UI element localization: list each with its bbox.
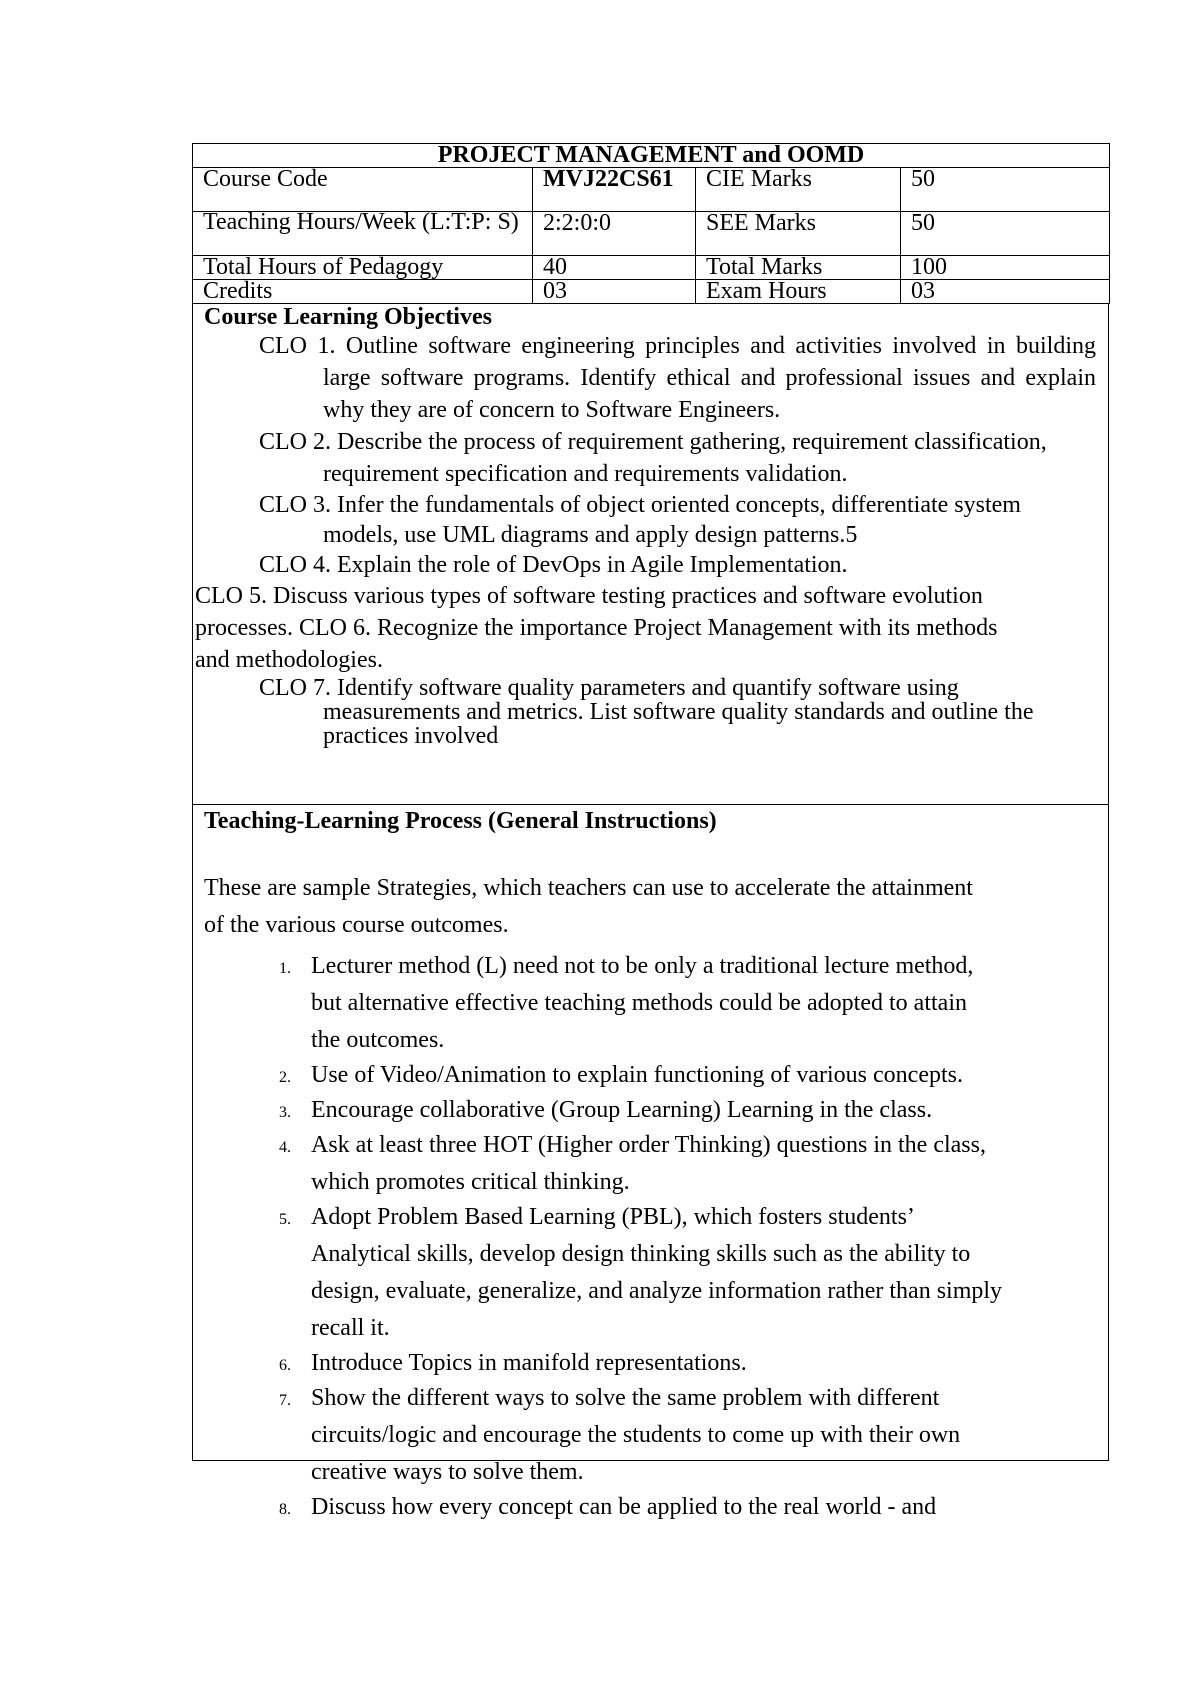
course-title-row — [193, 144, 1110, 168]
teaching-hours-value: 2:2:0:0 — [533, 212, 696, 256]
list-item — [204, 1199, 1094, 1347]
list-item-text: Introduce Topics in manifold representations. — [311, 1350, 747, 1376]
cie-marks-value: 50 — [901, 168, 1110, 212]
list-item-text: Show the different ways to solve the same problem with different circuits/logic and encourage the students to come up with their own creative ways to solve them. — [311, 1385, 961, 1485]
teaching-steps — [204, 948, 1094, 1526]
list-item-number: 5. — [279, 1211, 291, 1228]
list-item-number: 4. — [279, 1139, 291, 1156]
list-item-number: 7. — [279, 1392, 291, 1409]
objective-item: CLO 4. Explain the role of DevOps in Agile Implementation. — [259, 552, 848, 578]
teaching-section — [192, 805, 1109, 1520]
table-row — [193, 168, 1110, 212]
exam-hours-label: Exam Hours — [696, 280, 901, 304]
exam-hours-value: 03 — [901, 280, 1110, 304]
cie-marks-label: CIE Marks — [696, 168, 901, 212]
objective-item: CLO 2. Describe the process of requirement gathering, requirement classification, requirement specification and requirements validation. — [259, 429, 1047, 487]
course-title: PROJECT MANAGEMENT and OOMD — [193, 144, 1110, 168]
course-code-label: Course Code — [193, 168, 533, 212]
objective-item: CLO 7. Identify software quality parameters and quantify software using measurements and metrics. List software quality standards and outline the practices involved — [259, 675, 1034, 749]
list-item-text: Use of Video/Animation to explain functioning of various concepts. — [311, 1062, 963, 1088]
teaching-intro: These are sample Strategies, which teachers can use to accelerate the attainment of the various course outcomes. — [204, 875, 973, 938]
list-item — [204, 1092, 1094, 1129]
list-item-text: Lecturer method (L) need not to be only a traditional lecture method, but alternative effective teaching methods could be adopted to attain the outcomes. — [311, 953, 974, 1053]
list-item-number: 3. — [279, 1104, 291, 1121]
objectives-heading: Course Learning Objectives — [204, 304, 492, 330]
objective-item: CLO 3. Infer the fundamentals of object oriented concepts, differentiate system models, use UML diagrams and apply design patterns.5 — [259, 492, 1021, 548]
list-item-number: 6. — [279, 1357, 291, 1374]
table-row — [193, 280, 1110, 304]
teaching-hours-label: Teaching Hours/Week (L:T:P: S) — [193, 212, 533, 256]
see-marks-label: SEE Marks — [696, 212, 901, 256]
table-row — [193, 256, 1110, 280]
see-marks-value: 50 — [901, 212, 1110, 256]
syllabus-page — [192, 142, 1109, 1520]
objectives-list — [193, 330, 1108, 748]
list-item-number: 2. — [279, 1069, 291, 1086]
list-item-text: Discuss how every concept can be applied to the real world - and — [311, 1494, 937, 1520]
credits-value: 03 — [533, 280, 696, 304]
course-code-value: MVJ22CS61 — [533, 168, 696, 212]
list-item-text: Ask at least three HOT (Higher order Thinking) questions in the class, which promotes critical thinking. — [311, 1132, 986, 1195]
total-marks-label: Total Marks — [696, 256, 901, 280]
teaching-body — [193, 870, 1108, 1526]
teaching-heading: Teaching-Learning Process (General Instructions) — [204, 808, 717, 834]
list-item — [204, 1345, 1094, 1382]
total-marks-value: 100 — [901, 256, 1110, 280]
list-item — [204, 1127, 1094, 1201]
credits-label: Credits — [193, 280, 533, 304]
course-info-table — [192, 143, 1110, 304]
table-row — [193, 212, 1110, 256]
objectives-section — [192, 304, 1109, 805]
list-item — [204, 1057, 1094, 1094]
list-item-text: Encourage collaborative (Group Learning) Learning in the class. — [311, 1097, 933, 1123]
list-item — [204, 1489, 1094, 1526]
list-item — [204, 948, 1094, 1059]
pedagogy-hours-label: Total Hours of Pedagogy — [193, 256, 533, 280]
objective-item: CLO 1. Outline software engineering principles and activities involved in building large software programs. Identify ethical and professional issues and explain why they are of concern to Software Engineers. — [259, 333, 1096, 423]
list-item — [204, 1380, 1094, 1491]
objective-item: CLO 5. Discuss various types of software testing practices and software evolution processes. CLO 6. Recognize the importance Project Management with its methods and methodologies. — [195, 583, 998, 673]
list-item-number: 1. — [279, 960, 291, 977]
list-item-number: 8. — [279, 1501, 291, 1518]
pedagogy-hours-value: 40 — [533, 256, 696, 280]
list-item-text: Adopt Problem Based Learning (PBL), which fosters students’ Analytical skills, develop design thinking skills such as the ability to design, evaluate, generalize, and analyze information rather than simply recall it. — [311, 1204, 1003, 1341]
